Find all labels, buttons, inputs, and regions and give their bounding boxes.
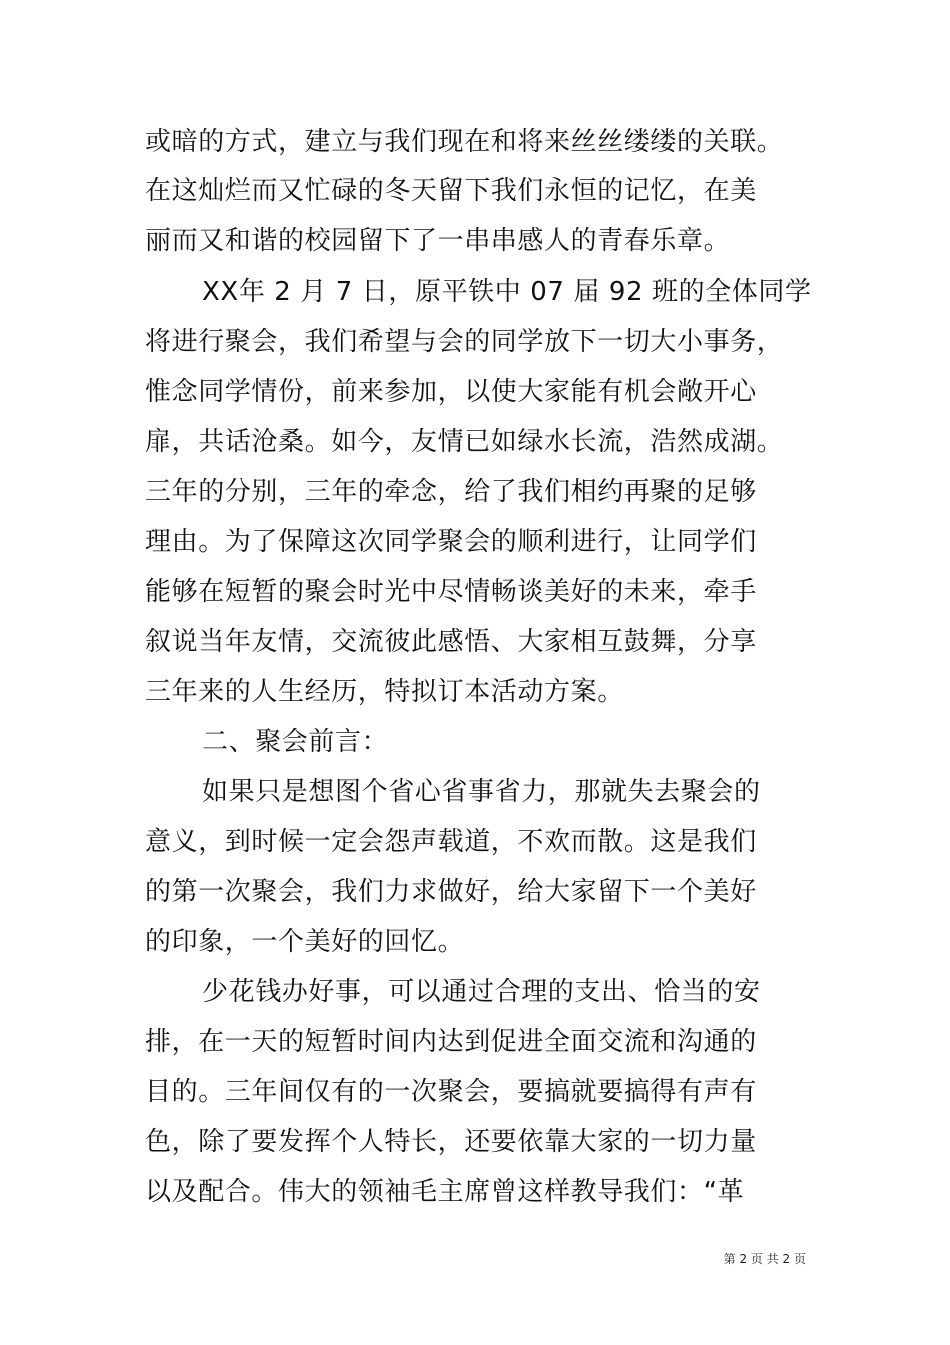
text-line: 三年的分别，三年的牵念，给了我们相约再聚的足够 — [145, 477, 757, 507]
text-line: 排，在一天的短暂时间内达到促进全面交流和沟通的 — [145, 1027, 757, 1057]
text-line: 扉，共话沧桑。如今，友情已如绿水长流，浩然成湖。 — [145, 427, 784, 457]
section-heading: 二、聚会前言： — [202, 727, 389, 757]
text-line: XX年 2 月 7 日，原平铁中 07 届 92 班的全体同学 — [202, 277, 812, 307]
text-line: 如果只是想图个省心省事省力，那就失去聚会的 — [202, 777, 761, 807]
text-line: 理由。为了保障这次同学聚会的顺利进行，让同学们 — [145, 527, 757, 557]
text-line: 目的。三年间仅有的一次聚会，要搞就要搞得有声有 — [145, 1077, 757, 1107]
text-line: 以及配合。伟大的领袖毛主席曾这样教导我们：“革 — [145, 1177, 745, 1207]
text-line: 三年来的人生经历，特拟订本活动方案。 — [145, 677, 624, 707]
text-line: 少花钱办好事，可以通过合理的支出、恰当的安 — [202, 977, 761, 1007]
text-line: 能够在短暂的聚会时光中尽情畅谈美好的未来，牵手 — [145, 577, 757, 607]
text-line: 惟念同学情份，前来参加，以使大家能有机会敞开心 — [145, 377, 757, 407]
page-number-footer: 第 2 页 共 2 页 — [723, 1252, 806, 1266]
text-line: 或暗的方式，建立与我们现在和将来丝丝缕缕的关联。 — [145, 127, 784, 157]
text-line: 的印象，一个美好的回忆。 — [145, 927, 465, 957]
text-line: 将进行聚会，我们希望与会的同学放下一切大小事务， — [145, 327, 784, 357]
text-line: 色，除了要发挥个人特长，还要依靠大家的一切力量 — [145, 1127, 757, 1157]
text-line: 叙说当年友情，交流彼此感悟、大家相互鼓舞，分享 — [145, 627, 757, 657]
text-line: 丽而又和谐的校园留下了一串串感人的青春乐章。 — [145, 226, 731, 256]
text-line: 意义，到时候一定会怨声载道，不欢而散。这是我们 — [145, 827, 757, 857]
text-line: 在这灿烂而又忙碌的冬天留下我们永恒的记忆，在美 — [145, 176, 757, 206]
text-line: 的第一次聚会，我们力求做好，给大家留下一个美好 — [145, 877, 757, 907]
